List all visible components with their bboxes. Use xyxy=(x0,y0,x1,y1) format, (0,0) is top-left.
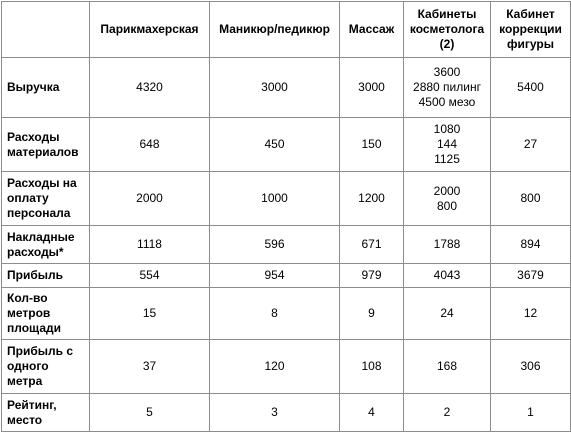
table-cell: 3000 xyxy=(340,58,404,118)
table-row xyxy=(2,394,571,432)
table-cell: 8 xyxy=(210,288,340,340)
table-cell: 1118 xyxy=(90,226,210,264)
table-cell: 3 xyxy=(210,394,340,432)
row-label: Расходы на оплату персонала xyxy=(2,172,90,226)
table-cell: 979 xyxy=(340,264,404,288)
row-label: Рейтинг, место xyxy=(2,394,90,432)
table-cell: 27 xyxy=(491,118,571,172)
table-cell: 1788 xyxy=(404,226,491,264)
table-cell: 2 xyxy=(404,394,491,432)
table-row xyxy=(2,226,571,264)
table-cell: 24 xyxy=(404,288,491,340)
table-row xyxy=(2,264,571,288)
table-cell: 37 xyxy=(90,340,210,394)
table-cell: 3000 xyxy=(210,58,340,118)
table-cell: 800 xyxy=(491,172,571,226)
table-cell: 4320 xyxy=(90,58,210,118)
table-cell: 306 xyxy=(491,340,571,394)
table-cell: 894 xyxy=(491,226,571,264)
table-row xyxy=(2,340,571,394)
table-cell: 12 xyxy=(491,288,571,340)
table-cell: 150 xyxy=(340,118,404,172)
table-cell: 1000 xyxy=(210,172,340,226)
table-row xyxy=(2,118,571,172)
row-label: Расходы материалов xyxy=(2,118,90,172)
table-cell: 4043 xyxy=(404,264,491,288)
table-cell: 15 xyxy=(90,288,210,340)
table-cell: 120 xyxy=(210,340,340,394)
table-row xyxy=(2,288,571,340)
table-cell: 596 xyxy=(210,226,340,264)
table-cell: 3679 xyxy=(491,264,571,288)
table-cell: 648 xyxy=(90,118,210,172)
header-cell-corner xyxy=(2,2,90,58)
table-cell: 554 xyxy=(90,264,210,288)
row-label: Выручка xyxy=(2,58,90,118)
table-cell: 168 xyxy=(404,340,491,394)
header-cell-massage: Массаж xyxy=(340,2,404,58)
header-cell-hairdresser: Парикмахерская xyxy=(90,2,210,58)
table-cell: 1200 xyxy=(340,172,404,226)
header-cell-manicure: Маникюр/педикюр xyxy=(210,2,340,58)
header-row xyxy=(2,2,571,58)
table-cell: 1080 144 1125 xyxy=(404,118,491,172)
header-cell-body-correction: Кабинет коррекции фигуры xyxy=(491,2,571,58)
table-cell: 2000 xyxy=(90,172,210,226)
table-cell: 1 xyxy=(491,394,571,432)
table-cell: 108 xyxy=(340,340,404,394)
header-cell-cosmetology: Кабинеты косметолога (2) xyxy=(404,2,491,58)
table-cell: 450 xyxy=(210,118,340,172)
row-label: Прибыль xyxy=(2,264,90,288)
table-cell: 671 xyxy=(340,226,404,264)
row-label: Прибыль с одного метра xyxy=(2,340,90,394)
table-cell: 954 xyxy=(210,264,340,288)
table-cell: 4 xyxy=(340,394,404,432)
comparison-table xyxy=(1,1,571,432)
row-label: Кол-во метров площади xyxy=(2,288,90,340)
table-cell: 9 xyxy=(340,288,404,340)
table-cell: 5 xyxy=(90,394,210,432)
table-row xyxy=(2,58,571,118)
row-label: Накладные расходы* xyxy=(2,226,90,264)
table-cell: 2000 800 xyxy=(404,172,491,226)
table-cell: 5400 xyxy=(491,58,571,118)
table-row xyxy=(2,172,571,226)
table-cell: 3600 2880 пилинг 4500 мезо xyxy=(404,58,491,118)
